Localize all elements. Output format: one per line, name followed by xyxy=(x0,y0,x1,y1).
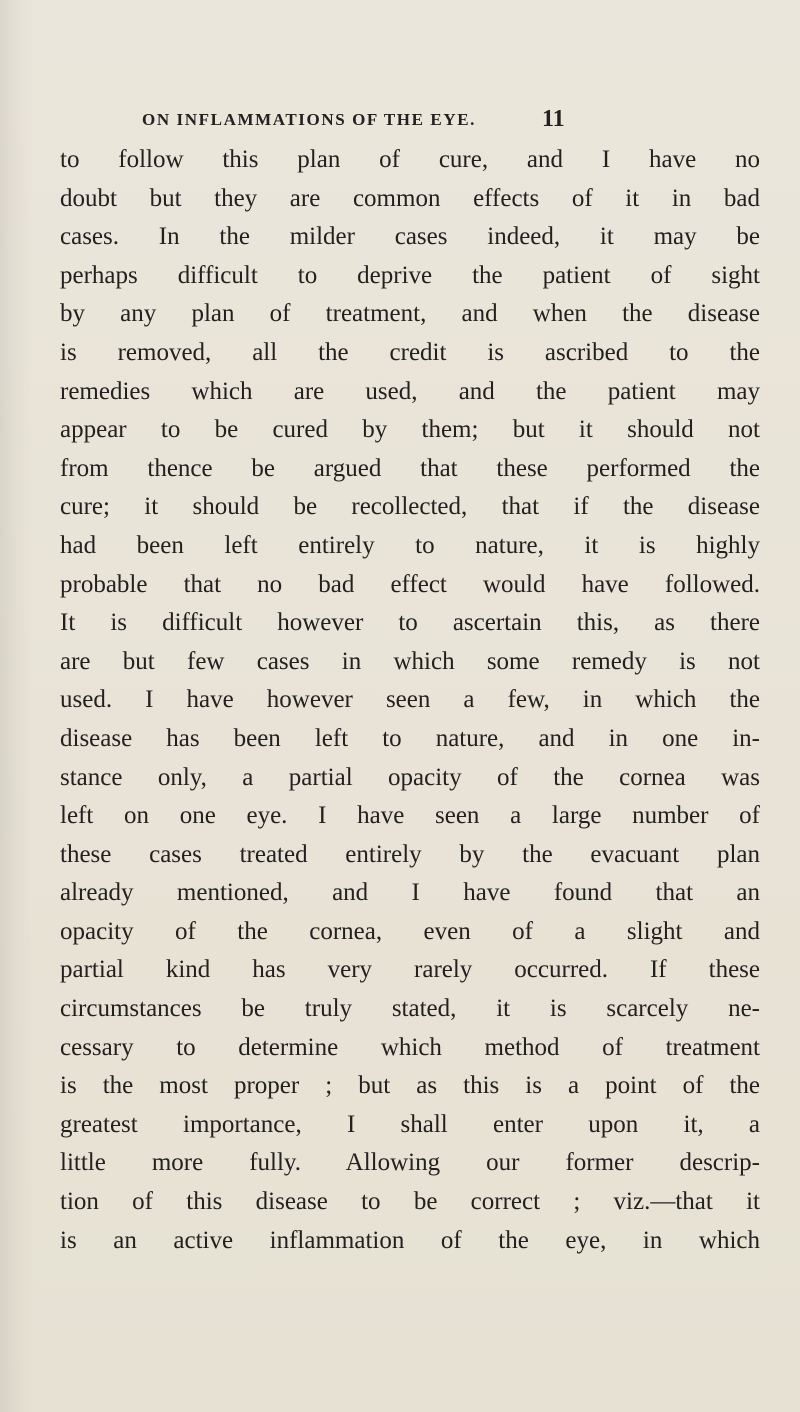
body-text xyxy=(60,141,760,1260)
text-line: by any plan of treatment, and when the disease xyxy=(60,300,760,328)
text-line: cases. In the milder cases indeed, it may be xyxy=(60,223,760,251)
text-line: stance only, a partial opacity of the cornea was xyxy=(60,763,760,791)
text-line: is removed, all the credit is ascribed to the xyxy=(60,338,760,366)
text-line: these cases treated entirely by the evacuant plan xyxy=(60,840,760,868)
text-line: from thence be argued that these performed the xyxy=(60,454,760,482)
text-line: cure; it should be recollected, that if the disease xyxy=(60,493,760,521)
running-title: ON INFLAMMATIONS OF THE EYE. xyxy=(142,110,476,129)
text-line: little more fully. Allowing our former descrip- xyxy=(60,1149,760,1177)
text-line: is the most proper ; but as this is a point of the xyxy=(60,1072,760,1100)
text-line: used. I have however seen a few, in which the xyxy=(60,686,760,714)
text-line: disease has been left to nature, and in one in- xyxy=(60,724,760,752)
text-line: already mentioned, and I have found that an xyxy=(60,879,760,907)
text-line: remedies which are used, and the patient may xyxy=(60,377,760,405)
text-line: is an active inflammation of the eye, in which xyxy=(60,1226,760,1254)
text-line: to follow this plan of cure, and I have no xyxy=(60,146,760,173)
text-line: greatest importance, I shall enter upon it, a xyxy=(60,1110,760,1138)
text-line: had been left entirely to nature, it is highly xyxy=(60,531,760,559)
text-line: doubt but they are common effects of it in bad xyxy=(60,184,760,212)
text-line: appear to be cured by them; but it should not xyxy=(60,416,760,444)
text-line: opacity of the cornea, even of a slight and xyxy=(60,917,760,945)
text-line: It is difficult however to ascertain this, as there xyxy=(60,609,760,637)
text-line: probable that no bad effect would have followed. xyxy=(60,570,760,598)
text-line: circumstances be truly stated, it is scarcely ne- xyxy=(60,995,760,1023)
text-line: tion of this disease to be correct ; viz.—that it xyxy=(60,1188,760,1216)
running-head xyxy=(0,106,800,136)
text-line: cessary to determine which method of treatment xyxy=(60,1033,760,1061)
text-line: left on one eye. I have seen a large number of xyxy=(60,802,760,830)
text-line: are but few cases in which some remedy is not xyxy=(60,647,760,675)
text-line: partial kind has very rarely occurred. If these xyxy=(60,956,760,984)
page-number: 11 xyxy=(542,106,565,132)
text-line: perhaps difficult to deprive the patient of sight xyxy=(60,261,760,289)
